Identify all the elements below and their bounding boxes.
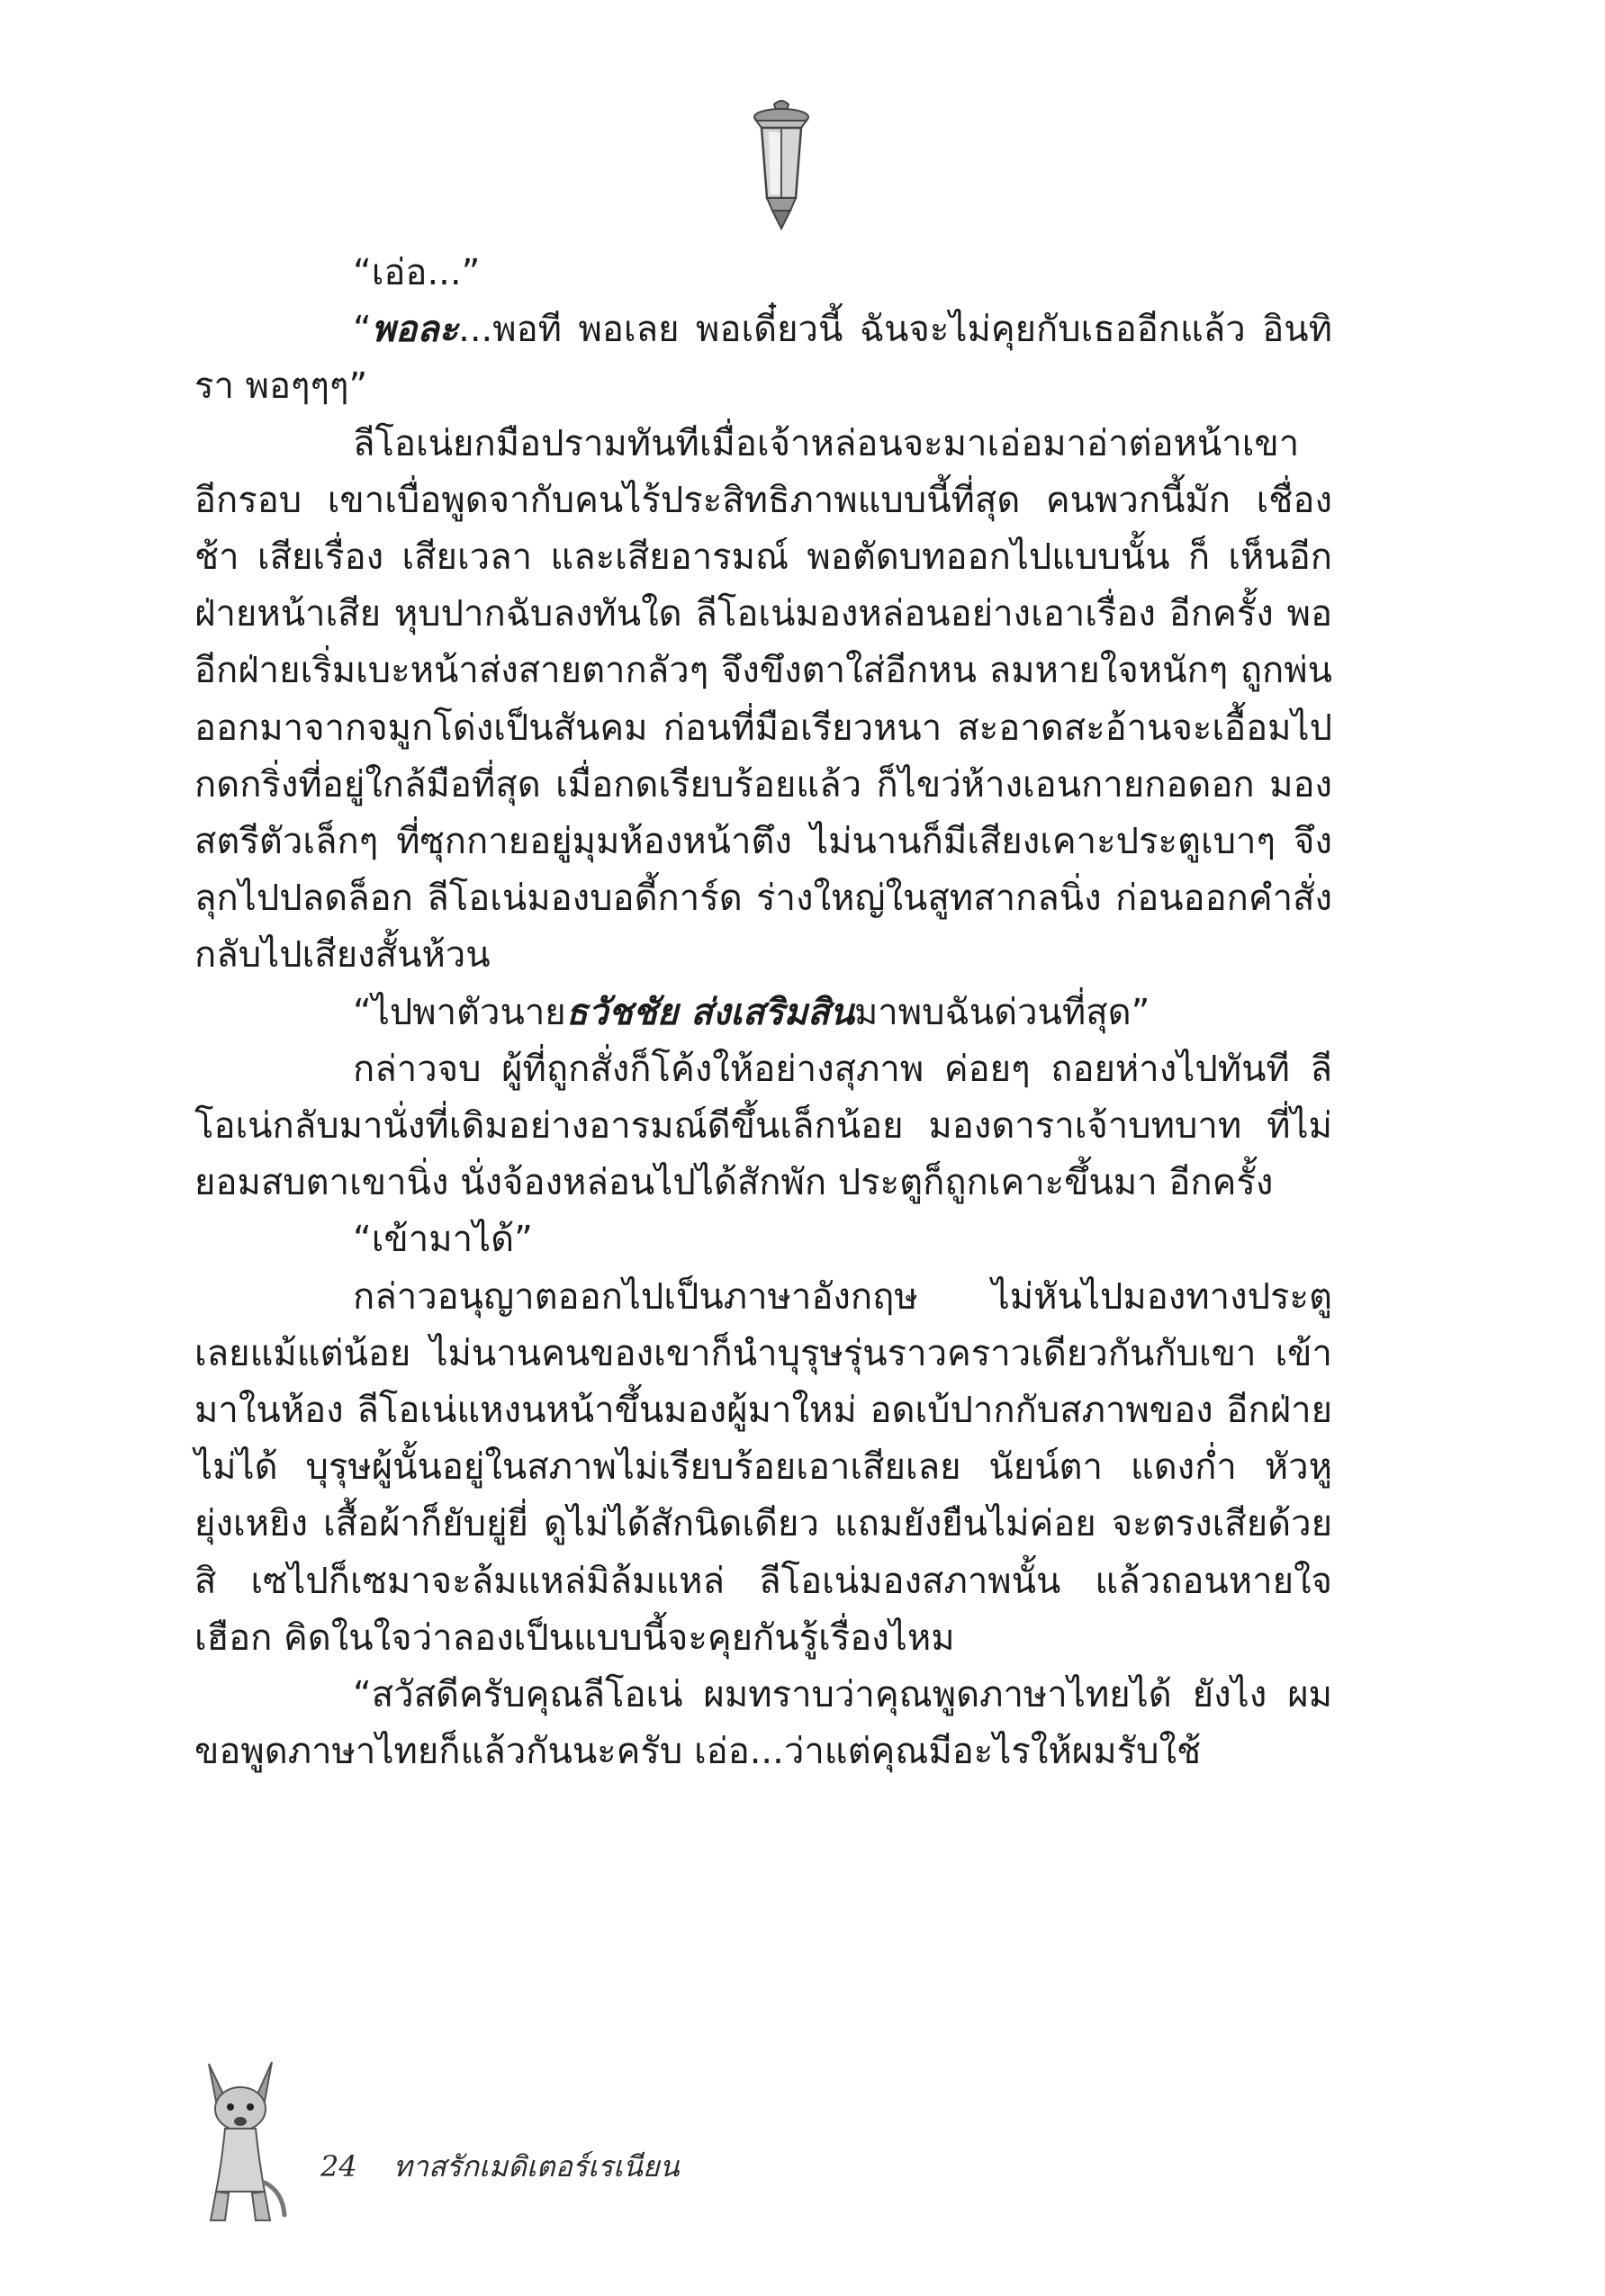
text-run: “เอ่อ...”	[353, 252, 481, 293]
text-run: “	[353, 309, 372, 351]
page-number: 24	[320, 2149, 357, 2183]
paragraph	[194, 985, 1332, 1041]
text-run: “เข้ามาได้”	[353, 1219, 533, 1261]
paragraph	[194, 245, 1332, 302]
paragraph	[194, 416, 1332, 985]
emphasized-text: ธวัชชัย ส่งเสริมสิน	[565, 991, 854, 1033]
text-run: ...พอที พอเลย พอเดี๋ยวนี้ ฉันจะไม่คุยกับเธออีกแล้ว อินทิรา พอๆๆๆ”	[194, 309, 1332, 408]
paragraph	[194, 302, 1332, 415]
text-run: กล่าวจบ ผู้ที่ถูกสั่งก็โค้งให้อย่างสุภาพ ค่อยๆ ถอยห่างไปทันที ลีโอเน่กลับมานั่งที่เดิมอย่างอารมณ์ดีขึ้นเล็กน้อย มองดาราเจ้าบทบาท ที่ไม่ยอมสบตาเขานิ่ง นั่งจ้องหล่อนไปได้สักพัก ประตูก็ถูกเคาะขึ้นมา อีกครั้ง	[194, 1048, 1332, 1204]
paragraph	[194, 1667, 1332, 1780]
lantern-icon	[738, 97, 825, 232]
book-title: ทาสรักเมดิเตอร์เรเนียน	[392, 2149, 680, 2183]
text-run: ลีโอเน่ยกมือปรามทันทีเมื่อเจ้าหล่อนจะมาเอ่อมาอ่าต่อหน้าเขา อีกรอบ เขาเบื่อพูดจากับคนไร้ประสิทธิภาพแบบนี้ที่สุด คนพวกนี้มัก เชื่องช้า เสียเรื่อง เสียเวลา และเสียอารมณ์ พอตัดบทออกไปแบบนั้น ก็ เห็นอีกฝ่ายหน้าเสีย หุบปากฉับลงทันใด ลีโอเน่มองหล่อนอย่างเอาเรื่อง อีกครั้ง พออีกฝ่ายเริ่มเบะหน้าส่งสายตากลัวๆ จึงขึงตาใส่อีกหน ลมหายใจหนักๆ ถูกพ่นออกมาจากจมูกโด่งเป็นสันคม ก่อนที่มือเรียวหนา สะอาดสะอ้านจะเอื้อมไปกดกริ่งที่อยู่ใกล้มือที่สุด เมื่อกดเรียบร้อยแล้ว ก็ไขว่ห้างเอนกายกอดอก มองสตรีตัวเล็กๆ ที่ซุกกายอยู่มุมห้องหน้าตึง ไม่นานก็มีเสียงเคาะประตูเบาๆ จึงลุกไปปลดล็อก ลีโอเน่มองบอดี้การ์ด ร่างใหญ่ในสูทสากลนิ่ง ก่อนออกคำสั่งกลับไปเสียงสั้นห้วน	[194, 422, 1332, 977]
text-run: กล่าวอนุญาตออกไปเป็นภาษาอังกฤษ ไม่หันไปมองทางประตู เลยแม้แต่น้อย ไม่นานคนของเขาก็นำบุรุษรุ่นราวคราวเดียวกันกับเขา เข้ามาในห้อง ลีโอเน่แหงนหน้าขึ้นมองผู้มาใหม่ อดเบ้ปากกับสภาพของ อีกฝ่ายไม่ได้ บุรุษผู้นั้นอยู่ในสภาพไม่เรียบร้อยเอาเสียเลย นัยน์ตา แดงก่ำ หัวหูยุ่งเหยิง เสื้อผ้าก็ยับยู่ยี่ ดูไม่ได้สักนิดเดียว แถมยังยืนไม่ค่อย จะตรงเสียด้วยสิ เซไปก็เซมาจะล้มแหล่มิล้มแหล่ ลีโอเน่มองสภาพนั้น แล้วถอนหายใจเฮือก คิดในใจว่าลองเป็นแบบนี้จะคุยกันรู้เรื่องไหม	[194, 1275, 1332, 1659]
paragraph	[194, 1041, 1332, 1212]
paragraph	[194, 1269, 1332, 1667]
chihuahua-icon	[189, 2057, 293, 2228]
paragraph	[194, 1211, 1332, 1268]
body-text	[194, 245, 1332, 1780]
text-run: “ไปพาตัวนาย	[353, 991, 566, 1033]
text-run: มาพบฉันด่วนที่สุด”	[853, 991, 1150, 1033]
emphasized-text: พอละ	[371, 309, 459, 351]
page-footer	[320, 2144, 680, 2190]
text-run: “สวัสดีครับคุณลีโอเน่ ผมทราบว่าคุณพูดภาษาไทยได้ ยังไง ผมขอพูดภาษาไทยก็แล้วกันนะครับ เอ่อ...ว่าแต่คุณมีอะไรให้ผมรับใช้	[194, 1674, 1332, 1773]
